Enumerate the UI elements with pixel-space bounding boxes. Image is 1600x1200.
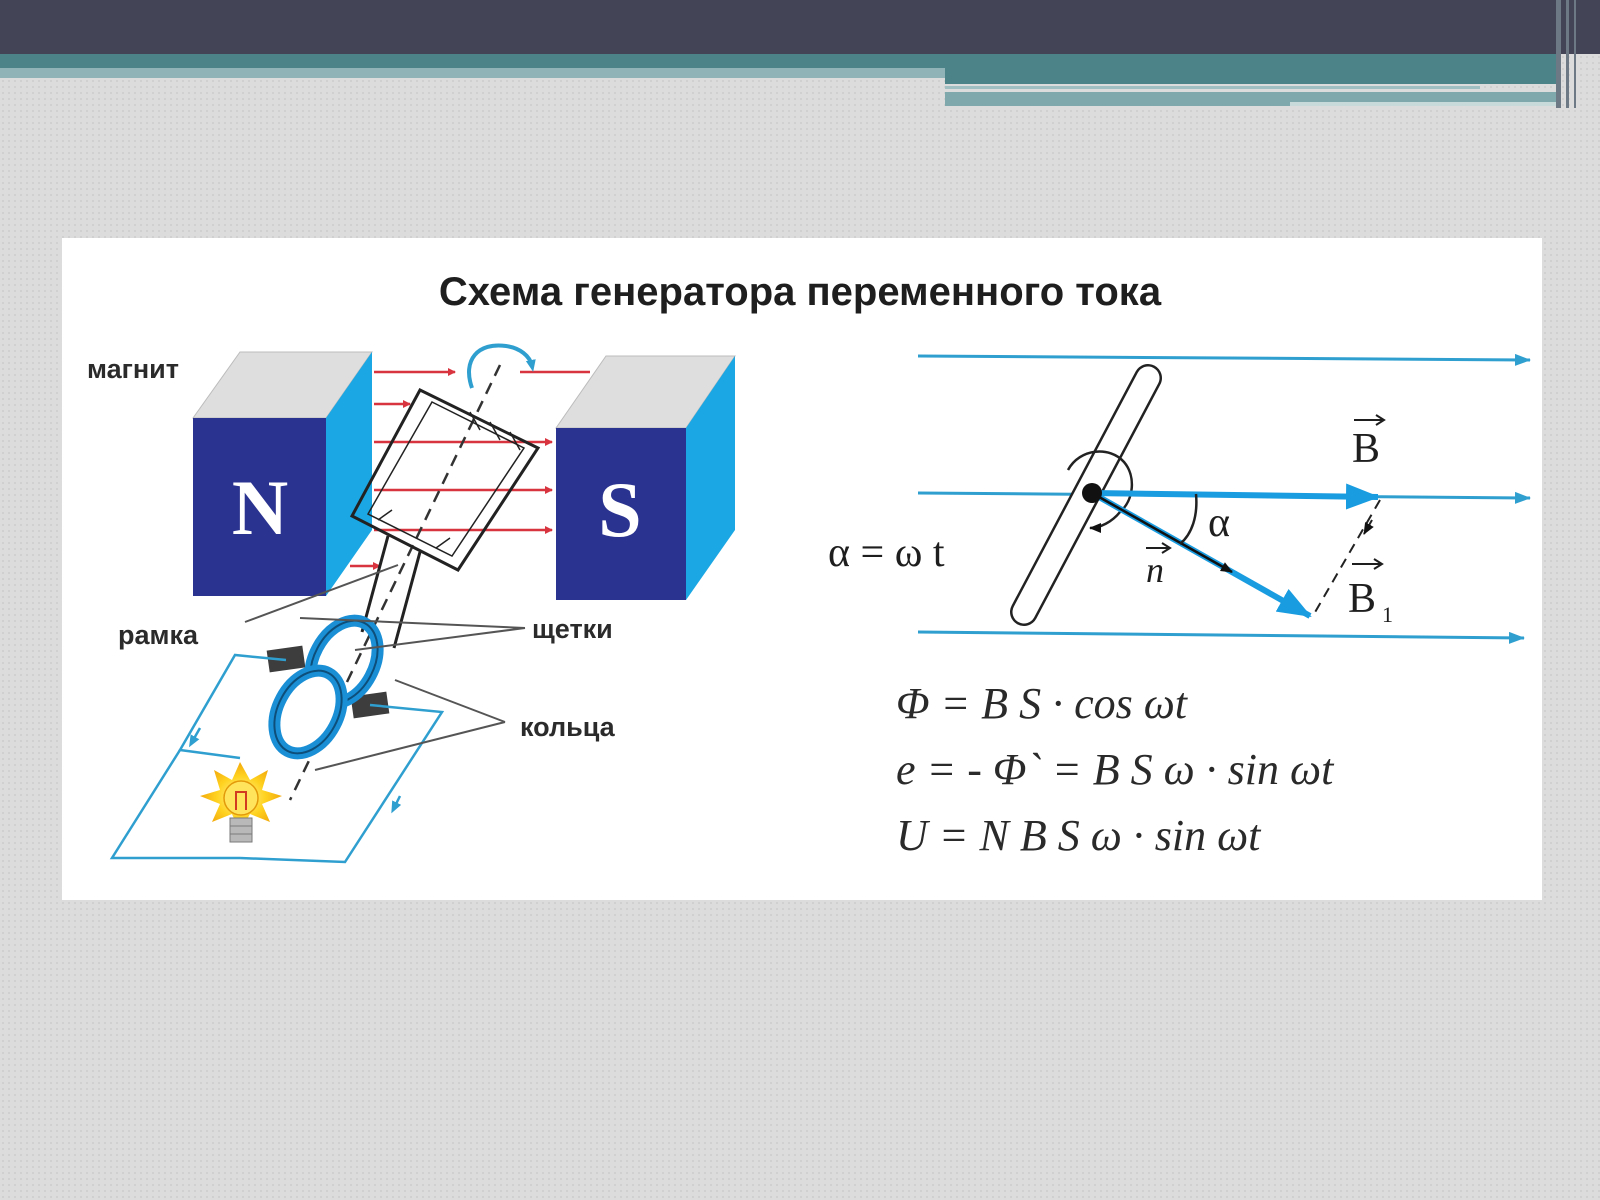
south-magnet (556, 356, 735, 600)
formula-voltage: U = N B S ω · sin ωt (896, 811, 1261, 860)
vector-b1-subscript: 1 (1382, 602, 1393, 627)
wire-frame (352, 390, 538, 648)
magnet-label: магнит (87, 354, 180, 384)
vector-n-label: n (1146, 550, 1164, 590)
formula-flux: Φ = B S · cos ωt (896, 679, 1188, 728)
pivot-point (1082, 483, 1102, 503)
north-pole-label: N (231, 464, 289, 551)
diagram-title: Схема генератора переменного тока (438, 270, 1162, 314)
angle-arc (1180, 494, 1196, 544)
vector-b1-label: B (1348, 576, 1377, 622)
south-pole-label: S (598, 466, 642, 553)
vector-b-label: B (1352, 426, 1381, 472)
vector-b-arrow (1092, 493, 1378, 497)
angle-alpha-label: α (1208, 500, 1231, 546)
angle-relation-label: α = ω t (828, 530, 945, 576)
slip-rings (261, 609, 391, 765)
formula-emf: e = - Φ` = B S ω · sin ωt (896, 745, 1334, 794)
frame-label: рамка (118, 620, 199, 650)
external-circuit (112, 655, 442, 862)
light-bulb-icon (200, 762, 282, 842)
rings-label: кольца (520, 712, 615, 742)
rotation-arc-arrow (1090, 512, 1120, 528)
brushes-label: щетки (532, 614, 613, 644)
magnetic-field-arrows (350, 372, 590, 566)
